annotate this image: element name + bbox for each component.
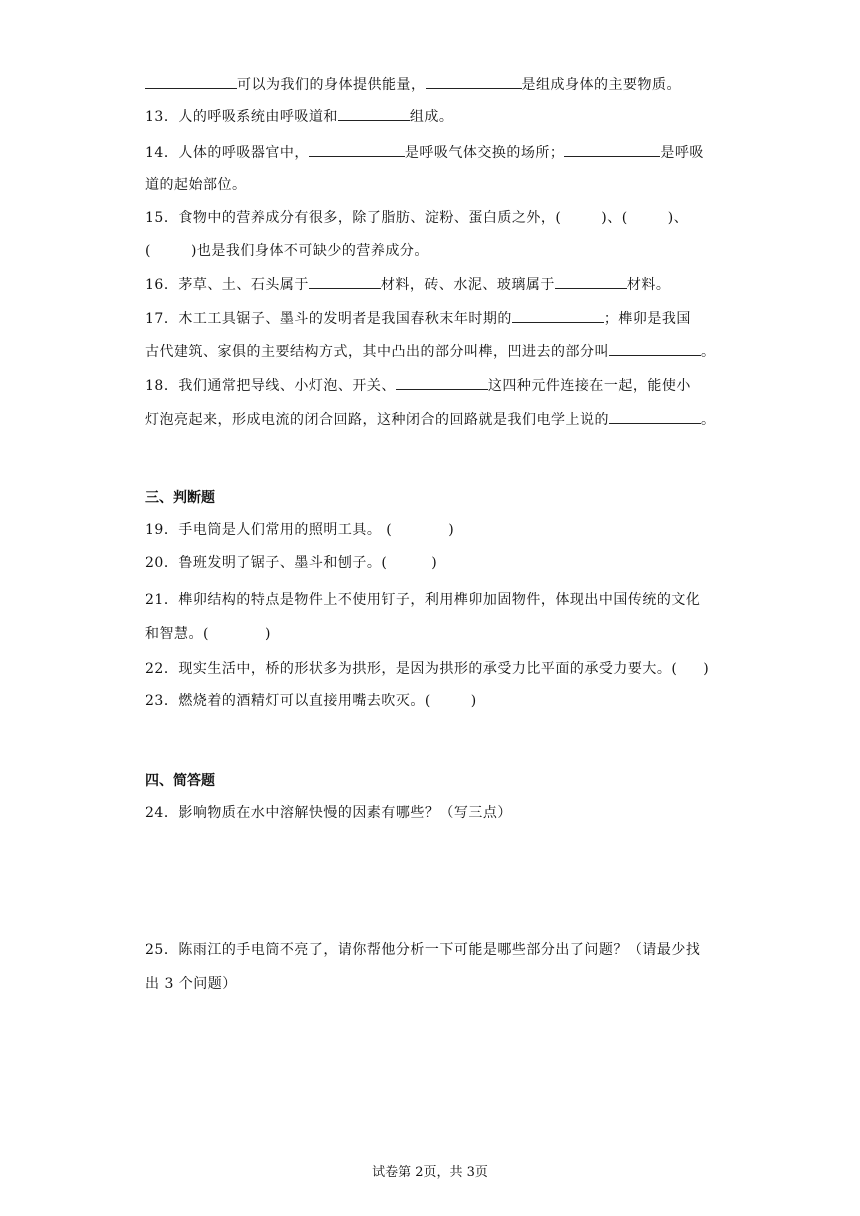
answer-blank[interactable] [338, 106, 410, 121]
question-24 [145, 803, 512, 823]
question-text: 材料。 [626, 277, 671, 293]
question-text: 茅草、土、石头属于 [178, 277, 309, 293]
question-number: 20． [145, 555, 179, 571]
question-text: 。 [701, 344, 716, 360]
question-13 [145, 106, 453, 127]
question-20 [145, 553, 437, 573]
question-text: 是组成身体的主要物质。 [521, 77, 681, 93]
question-19 [145, 520, 454, 540]
section-heading: 四、简答题 [145, 773, 215, 789]
question-text: ) [431, 555, 438, 571]
answer-blank[interactable] [609, 341, 701, 356]
answer-blank[interactable] [309, 142, 405, 157]
question-text: 手电筒是人们常用的照明工具。 ( [178, 522, 393, 538]
section-heading: 三、判断题 [145, 490, 215, 506]
question-text: 是呼吸气体交换的场所； [404, 145, 565, 161]
question-25 [145, 940, 700, 960]
answer-blank[interactable] [396, 375, 488, 390]
question-21-line2 [145, 624, 271, 644]
question-number: 19． [145, 522, 179, 538]
question-14 [145, 142, 704, 163]
answer-blank[interactable] [609, 409, 701, 424]
question-18 [145, 375, 691, 396]
question-text: ) [703, 661, 710, 677]
question-number: 17． [145, 311, 179, 327]
question-text: 陈雨江的手电筒不亮了，请你帮他分析一下可能是哪些部分出了问题？（请最少找 [178, 942, 701, 958]
question-text: 出 3 个问题） [145, 976, 237, 992]
question-text: 人的呼吸系统由呼吸道和 [178, 109, 338, 125]
question-number: 25． [145, 942, 179, 958]
question-17 [145, 308, 691, 329]
answer-blank[interactable] [555, 274, 627, 289]
question-text: )也是我们身体不可缺少的营养成分。 [190, 243, 429, 259]
question-number: 15． [145, 210, 179, 226]
question-text: 榫卯结构的特点是物件上不使用钉子，利用榫卯加固物件，体现出中国传统的文化 [178, 592, 701, 608]
question-number: 13． [145, 109, 179, 125]
question-15 [145, 208, 688, 228]
question-number: 18． [145, 378, 179, 394]
question-23 [145, 691, 477, 711]
question-text: ) [264, 626, 271, 642]
question-21 [145, 590, 700, 610]
question-text: 是呼吸 [660, 145, 704, 161]
question-text: 灯泡亮起来，形成电流的闭合回路，这种闭合的回路就是我们电学上说的 [145, 412, 609, 428]
question-number: 14． [145, 145, 179, 161]
question-18-line2 [145, 409, 716, 430]
question-number: 21． [145, 592, 179, 608]
question-text: 这四种元件连接在一起，能使小 [487, 378, 691, 394]
question-text: 材料，砖、水泥、玻璃属于 [380, 277, 555, 293]
question-text: ) [470, 693, 477, 709]
question-number: 16． [145, 277, 179, 293]
question-text: 影响物质在水中溶解快慢的因素有哪些？（写三点） [178, 805, 512, 821]
answer-blank[interactable] [564, 142, 660, 157]
question-text: 和智慧。( [145, 626, 209, 642]
question-text: 木工工具锯子、墨斗的发明者是我国春秋末年时期的 [178, 311, 512, 327]
question-text: 食物中的营养成分有很多，除了脂肪、淀粉、蛋白质之外，( [178, 210, 562, 226]
question-text: ；榫卯是我国 [603, 311, 691, 327]
question-15-line2 [145, 241, 429, 261]
question-text: 可以为我们的身体提供能量， [237, 77, 426, 93]
question-text: )、 [667, 210, 689, 226]
question-25-line2 [145, 974, 237, 994]
question-number: 22． [145, 661, 179, 677]
question-text: 组成。 [409, 109, 454, 125]
question-text: )、( [601, 210, 628, 226]
question-text: 古代建筑、家俱的主要结构方式，其中凸出的部分叫榫，凹进去的部分叫 [145, 344, 609, 360]
question-text: 道的起始部位。 [145, 177, 247, 193]
question-text: 。 [701, 412, 716, 428]
question-12-continuation [145, 74, 681, 95]
question-22 [145, 659, 709, 679]
answer-blank[interactable] [426, 74, 522, 89]
page-footer: 试卷第 2页，共 3页 [372, 1165, 488, 1180]
question-number: 24． [145, 805, 179, 821]
question-text: ( [145, 243, 151, 259]
question-text: 鲁班发明了锯子、墨斗和刨子。( [178, 555, 388, 571]
question-17-line2 [145, 341, 716, 362]
question-text: 人体的呼吸器官中， [178, 145, 309, 161]
question-text: 现实生活中，桥的形状多为拱形，是因为拱形的承受力比平面的承受力要大。( [178, 661, 678, 677]
question-16 [145, 274, 670, 295]
question-14-line2 [145, 175, 247, 195]
question-text: 燃烧着的酒精灯可以直接用嘴去吹灭。( [178, 693, 431, 709]
question-text: 我们通常把导线、小灯泡、开关、 [178, 378, 396, 394]
question-text: ) [448, 522, 455, 538]
answer-blank[interactable] [512, 308, 604, 323]
answer-blank[interactable] [145, 74, 237, 89]
question-number: 23． [145, 693, 179, 709]
answer-blank[interactable] [309, 274, 381, 289]
